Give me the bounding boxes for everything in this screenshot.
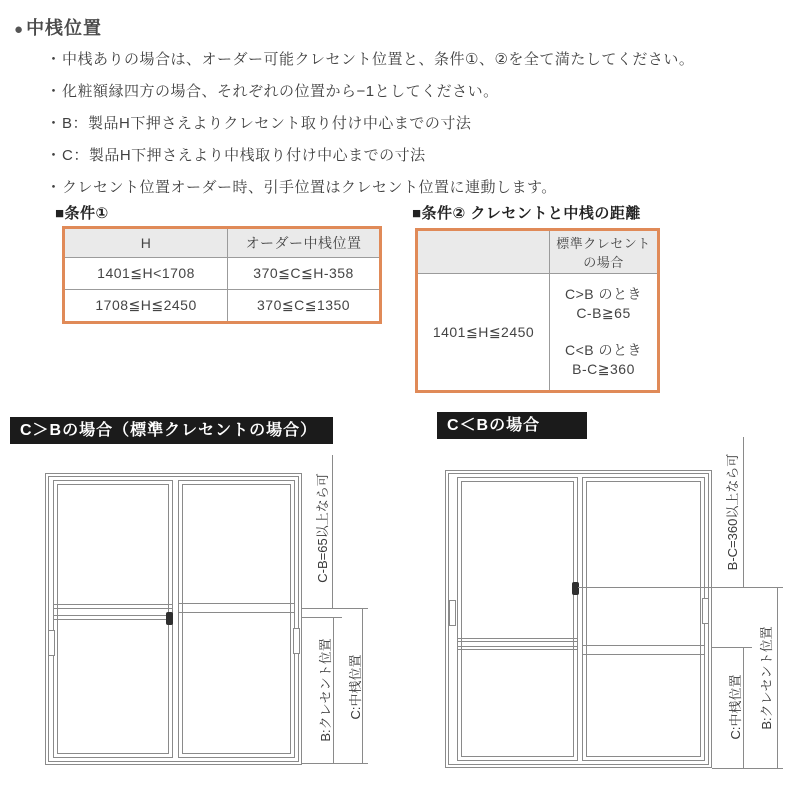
pull-handle-left — [449, 600, 456, 626]
header-line: 標準クレセント — [556, 236, 651, 251]
diagram-left-title-bar: C＞Bの場合（標準クレセントの場合） — [10, 417, 333, 444]
spacer — [551, 323, 656, 341]
condition2-title: ■条件② クレセントと中桟の距離 — [412, 205, 641, 222]
condition1-title: ■条件① — [55, 205, 109, 222]
right-sash-glass-line — [182, 484, 291, 754]
page-title-text: 中桟位置 — [26, 18, 103, 38]
dimension-tick-crescent — [302, 617, 342, 618]
circle-bullet-icon: ● — [14, 21, 25, 38]
condition1-table — [62, 226, 382, 324]
list-bullet-icon: ・ — [46, 147, 62, 164]
header-cell-standard-crescent — [550, 231, 657, 274]
dimension-line-b — [777, 587, 778, 768]
table-cell: 370≦C≦1350 — [228, 290, 379, 322]
list-bullet-icon: ・ — [46, 83, 62, 100]
middle-rail-right-sash — [179, 603, 294, 613]
list-bullet-icon: ・ — [46, 115, 62, 132]
note-item — [46, 172, 786, 204]
case-line: C>B のとき — [565, 286, 643, 302]
diagram-left-window — [45, 473, 363, 765]
note-text: 中桟ありの場合は、オーダー可能クレセント位置と、条件①、②を全て満たしてください。 — [62, 51, 695, 68]
table-row — [418, 274, 657, 391]
note-text: 化粧額縁四方の場合、それぞれの位置から−1としてください。 — [62, 83, 499, 100]
table-cell: 370≦C≦H-358 — [228, 258, 379, 290]
dimension-tick-bottom — [302, 763, 368, 764]
pull-handle-right — [293, 628, 300, 654]
crescent-lock-mark — [572, 582, 579, 595]
dimension-label-c: C:中桟位置 — [728, 674, 743, 740]
table-cell: 1708≦H≦2450 — [65, 290, 228, 322]
list-bullet-icon: ・ — [46, 179, 62, 196]
table-cell: 1401≦H<1708 — [65, 258, 228, 290]
table-header-row — [65, 229, 379, 258]
middle-rail-right-sash — [582, 645, 705, 655]
middle-rail-left-sash-inner — [54, 608, 173, 616]
right-sash-glass-line — [586, 481, 701, 757]
header-cell-h: H — [65, 229, 228, 258]
note-text: C：製品H下押さえより中桟取り付け中心までの寸法 — [62, 147, 426, 164]
notes-list — [46, 44, 786, 204]
case-line: C-B≧65 — [576, 305, 631, 321]
page-title — [14, 14, 102, 40]
note-item — [46, 44, 786, 76]
table-header-row — [418, 231, 657, 274]
crescent-lock-mark — [166, 612, 173, 625]
case-line: B-C≧360 — [572, 361, 635, 377]
diagram-right-window — [445, 453, 774, 768]
header-cell-order-rail: オーダー中桟位置 — [228, 229, 379, 258]
left-sash-glass-line — [461, 481, 574, 757]
diagram-right-title-bar: C＜Bの場合 — [437, 412, 587, 439]
dimension-tick-crescent — [578, 587, 783, 588]
table-cell-h-range: 1401≦H≦2450 — [418, 274, 550, 391]
list-bullet-icon: ・ — [46, 51, 62, 68]
dimension-tick-rail — [712, 647, 752, 648]
note-text: B：製品H下押さえよりクレセント取り付け中心までの寸法 — [62, 115, 472, 132]
table-row — [65, 258, 379, 290]
note-item — [46, 108, 786, 140]
table-row — [65, 290, 379, 322]
dimension-line-bc — [743, 437, 744, 587]
dimension-label-bc: B-C=360以上なら可 — [725, 453, 740, 571]
case-line: C<B のとき — [565, 342, 643, 358]
pull-handle-right — [702, 598, 709, 624]
note-item — [46, 140, 786, 172]
dimension-tick-bottom — [712, 768, 783, 769]
note-item — [46, 76, 786, 108]
dimension-label-cb: C-B=65以上なら可 — [315, 473, 330, 583]
dimension-line-cb — [332, 455, 333, 608]
condition2-table — [415, 228, 660, 393]
dimension-label-b: B:クレセント位置 — [759, 626, 774, 730]
header-cell-blank — [418, 231, 550, 274]
middle-rail-left-sash-inner — [458, 641, 578, 647]
header-line: の場合 — [583, 255, 624, 270]
dimension-label-c: C:中桟位置 — [348, 654, 363, 720]
note-text: クレセント位置オーダー時、引手位置はクレセント位置に連動します。 — [62, 179, 557, 196]
table-cell-cases — [550, 274, 657, 391]
dimension-label-b: B:クレセント位置 — [318, 638, 333, 742]
pull-handle-left — [48, 630, 55, 656]
dimension-tick-rail — [302, 608, 368, 609]
